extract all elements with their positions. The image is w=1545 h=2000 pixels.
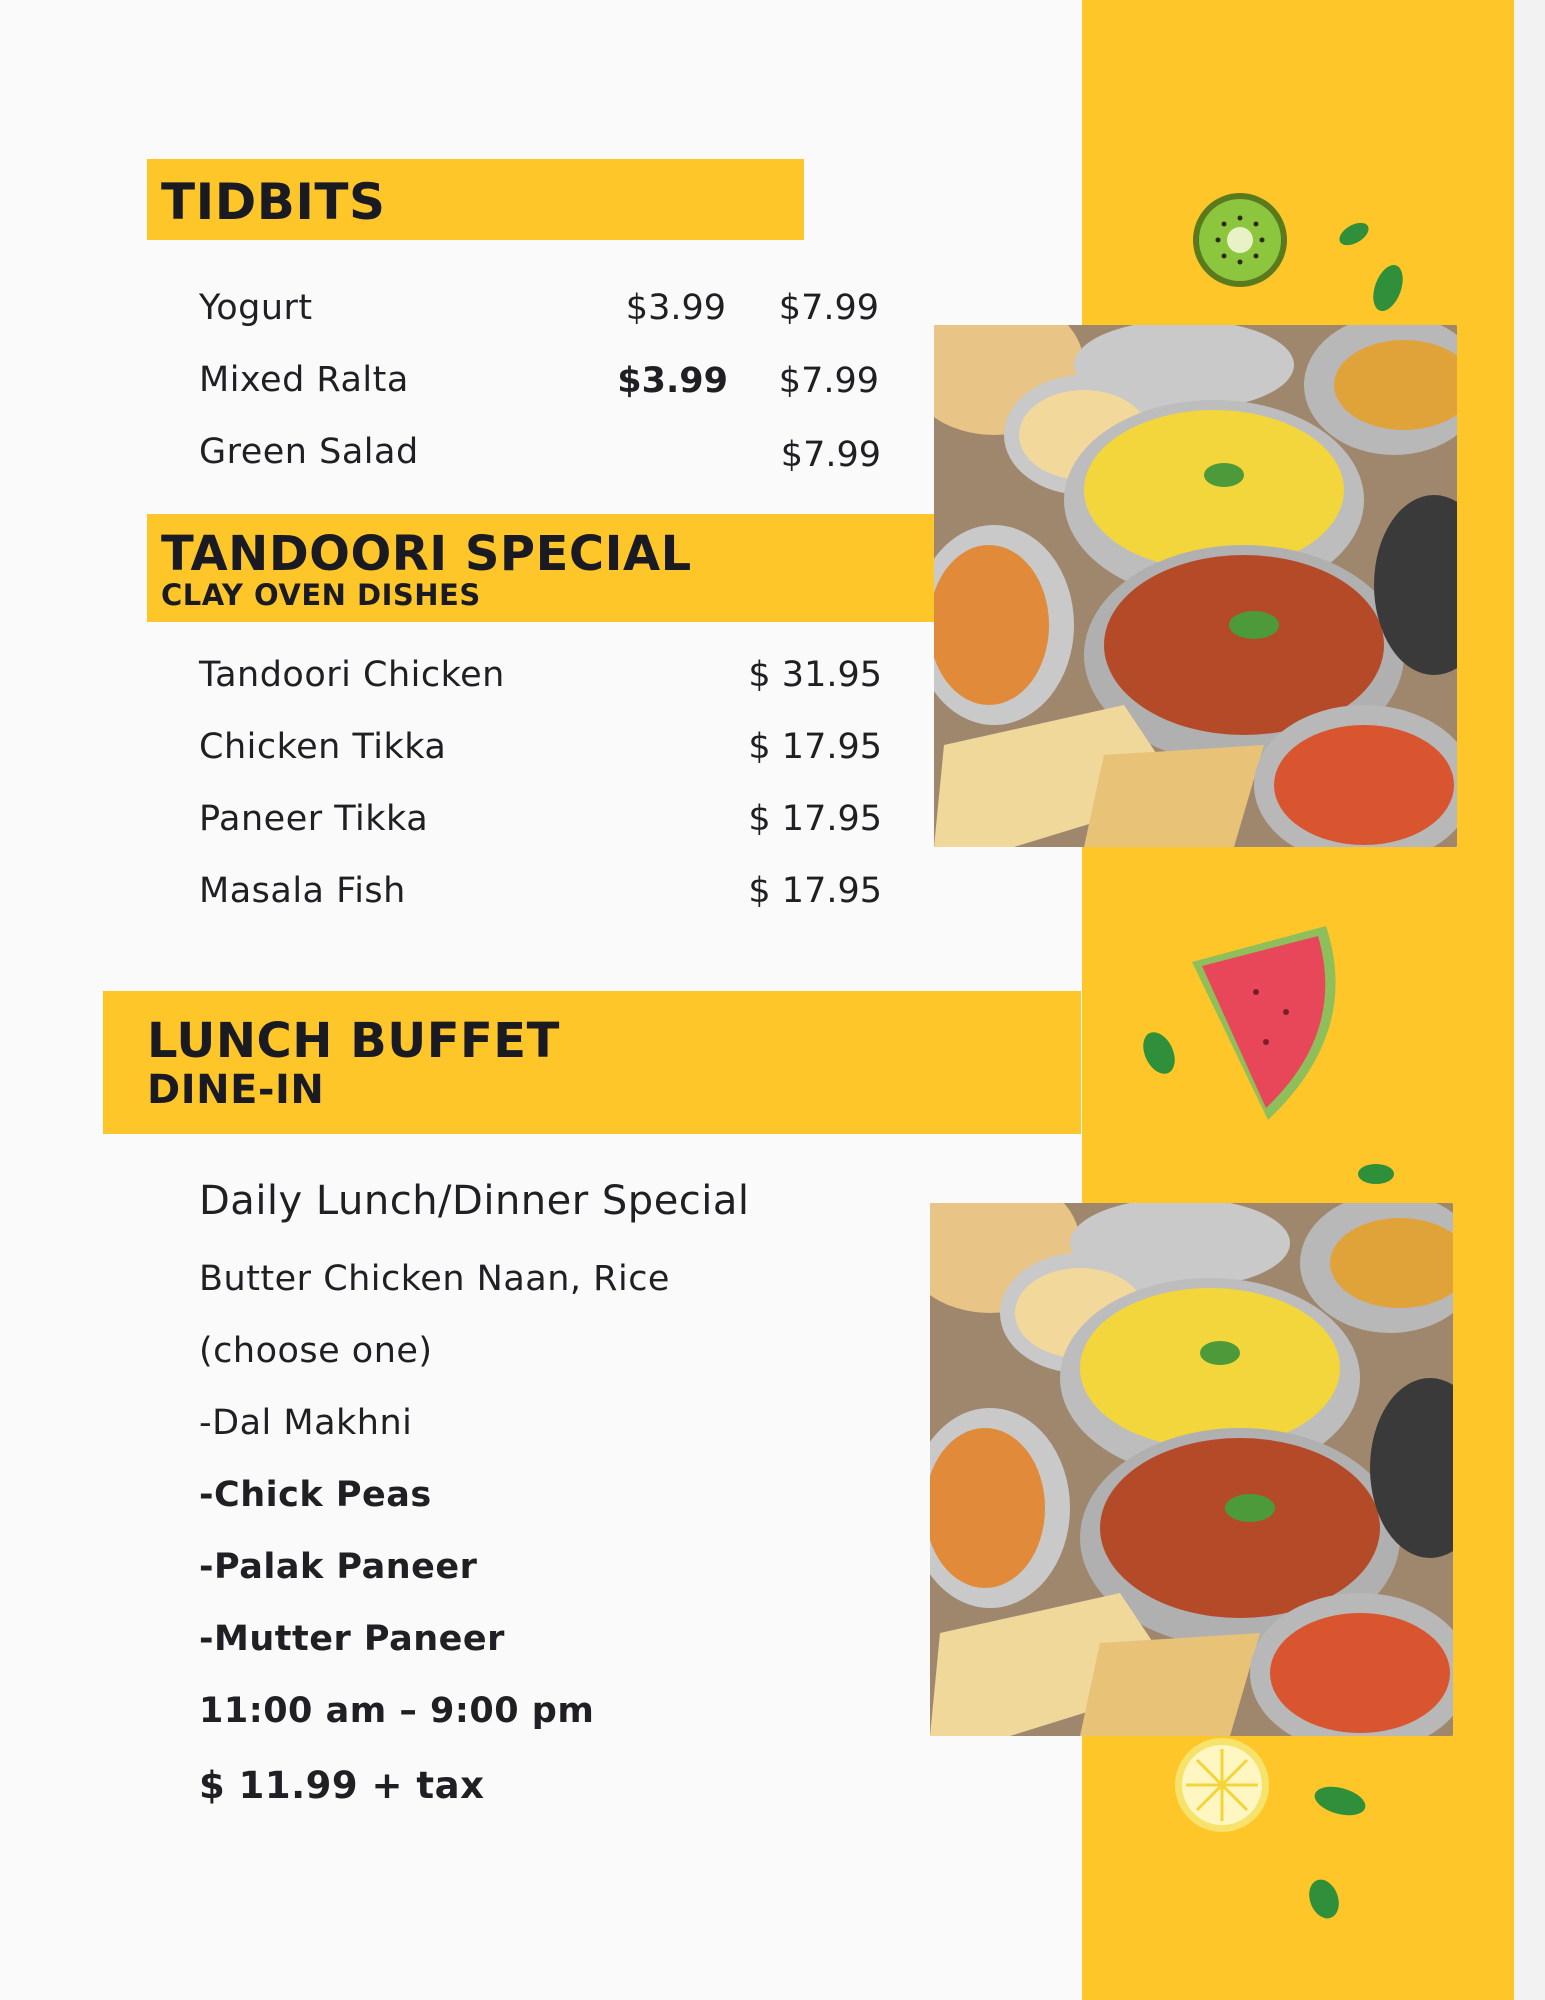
menu-item-price: $ 17.95 bbox=[748, 871, 882, 911]
buffet-option: -Mutter Paneer bbox=[199, 1619, 505, 1659]
watermelon-slice-icon bbox=[1186, 922, 1346, 1124]
buffet-option: -Palak Paneer bbox=[199, 1547, 478, 1587]
food-photo-bottom bbox=[930, 1203, 1453, 1736]
mint-leaf-icon bbox=[1302, 1874, 1346, 1924]
menu-item-price-small: $3.99 bbox=[617, 361, 728, 401]
mint-leaf-icon bbox=[1136, 1025, 1182, 1081]
menu-item-name: Paneer Tikka bbox=[199, 799, 429, 839]
buffet-hours: 11:00 am – 9:00 pm bbox=[199, 1691, 595, 1731]
food-photo-top bbox=[934, 325, 1457, 847]
buffet-option: -Chick Peas bbox=[199, 1475, 432, 1515]
tandoori-title: TANDOORI SPECIAL bbox=[161, 526, 692, 582]
menu-item-price-large: $7.99 bbox=[778, 361, 879, 401]
indian-food-spread-photo bbox=[934, 325, 1457, 847]
menu-item-price-large: $7.99 bbox=[780, 435, 881, 475]
menu-item-name: Masala Fish bbox=[199, 871, 406, 911]
tandoori-subtitle: CLAY OVEN DISHES bbox=[161, 578, 481, 612]
kiwi-slice-icon bbox=[1190, 190, 1290, 290]
buffet-title: LUNCH BUFFET bbox=[147, 1013, 560, 1069]
tandoori-header-band bbox=[147, 514, 935, 622]
mint-leaf-icon bbox=[1354, 1160, 1398, 1188]
buffet-subtitle: DINE-IN bbox=[147, 1067, 325, 1113]
page-right-margin bbox=[1514, 0, 1545, 2000]
menu-item-price-small: $3.99 bbox=[625, 288, 726, 328]
buffet-price: $ 11.99 + tax bbox=[199, 1764, 485, 1807]
menu-item-name: Yogurt bbox=[199, 288, 313, 328]
indian-food-spread-photo bbox=[930, 1203, 1453, 1736]
menu-item-price: $ 31.95 bbox=[748, 655, 882, 695]
menu-item-name: Chicken Tikka bbox=[199, 727, 447, 767]
menu-item-price: $ 17.95 bbox=[748, 727, 882, 767]
menu-item-name: Green Salad bbox=[199, 432, 419, 472]
buffet-heading: Daily Lunch/Dinner Special bbox=[199, 1178, 750, 1224]
mint-leaf-icon bbox=[1308, 1780, 1372, 1822]
buffet-option: -Dal Makhni bbox=[199, 1403, 413, 1443]
mint-leaf-icon bbox=[1334, 218, 1374, 250]
menu-item-price: $ 17.95 bbox=[748, 799, 882, 839]
buffet-header-band bbox=[103, 991, 1081, 1134]
buffet-description: Butter Chicken Naan, Rice bbox=[199, 1259, 670, 1299]
menu-item-name: Tandoori Chicken bbox=[199, 655, 505, 695]
tidbits-header-band bbox=[147, 159, 804, 240]
mint-leaf-icon bbox=[1368, 258, 1408, 318]
buffet-choose-note: (choose one) bbox=[199, 1331, 433, 1371]
lemon-slice-icon bbox=[1172, 1735, 1272, 1835]
menu-item-name: Mixed Ralta bbox=[199, 360, 409, 400]
tidbits-title: TIDBITS bbox=[161, 173, 386, 231]
menu-item-price-large: $7.99 bbox=[778, 288, 879, 328]
